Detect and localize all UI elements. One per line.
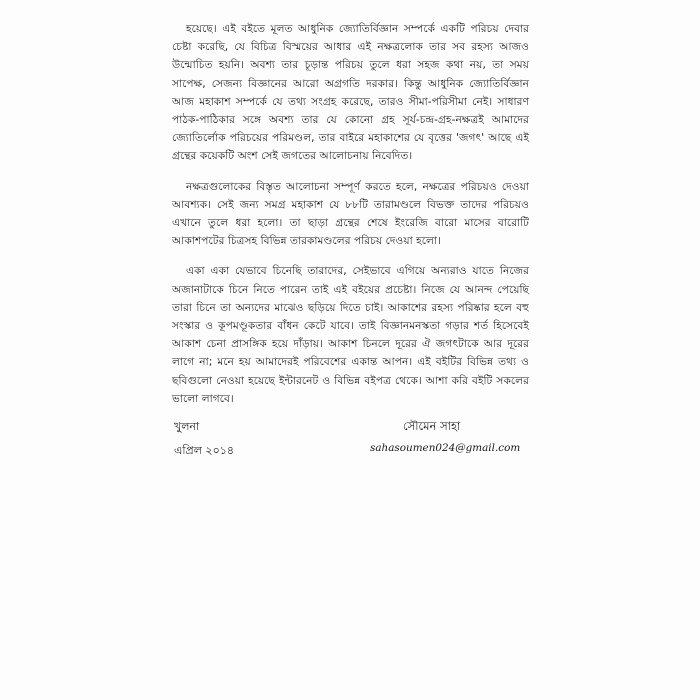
paragraph-3: একা একা যেভাবে চিনেছি তারাদের, সেইভাবে এগিয়ে অন্যরাও যাতে নিজের অজানাটাকে চিনে নিতে পারেন তাই এই বইয়ের প্রচেষ্টা। নিজে যে আনন্দ পেয়েছি তারা চিনে তা অন্যদের মাঝেও ছড়িয়ে দিতে চাই। আকাশের রহস্য পরিষ্কার হলে বহু সংস্কার ও কূপমণ্ডূকতার বাঁধন কেটে যাবে। তাই বিজ্ঞানমনস্কতা গড়ার শর্ত হিসেবেই আকাশ চেনা প্রাসঙ্গিক হয়ে দাঁড়ায়। আকাশ চিনলে দূরের ঐ জগৎটাকে আর দূরের লাগে না; মনে হয় আমাদেরই পরিবেশের একান্ত আপন। এই বইটির বিভিন্ন তথ্য ও ছবিগুলো নেওয়া হয়েছে ইন্টারনেট ও বিভিন্ন বইপত্র থেকে। আশা করি বইটি সকলের ভালো লাগবে। [172,265,529,405]
body-text [172,20,529,420]
paragraph-2: নক্ষত্রগুলোকের বিস্তৃত আলোচনা সম্পূর্ণ করতে হলে, নক্ষত্রের পরিচয়ও দেওয়া আবশ্যক। সেই জন্য সমগ্র মহাকাশ যে ৮৮টি তারামণ্ডলে বিভক্ত তাদের পরিচয়ও এখানে তুলে ধরা হলো। তা ছাড়া গ্রন্থের শেষে ইংরেজি বারো মাসের বারোটি আকাশপটের চিত্রসহ বিভিন্ন তারকামণ্ডলের পরিচয় দেওয়া হলো। [172,180,529,248]
signature-place: খুলনা [174,420,200,433]
paragraph-1: হয়েছে। এই বইতে মূলত আধুনিক জ্যোতির্বিজ্ঞান সম্পর্কে একটি পরিচয় দেবার চেষ্টা করেছি, যে বিচিত্র বিস্ময়ের আধার এই নক্ষত্রলোক তার সব রহস্য আজও উন্মোচিত হয়নি। অবশ্য তার চূড়ান্ত পরিচয় তুলে ধরা সহজ কথা নয়, তা সময় সাপেক্ষ, সেজন্য বিজ্ঞানের আরো অগ্রগতি দরকার। কিন্তু আধুনিক জ্যোতির্বিজ্ঞান আজ মহাকাশ সম্পর্কে যে তথ্য সংগ্রহ করেছে, তারও সীমা-পরিসীমা নেই। সাধারণ পাঠক-পাঠিকার সঙ্গে অবশ্য তার যে কোনো গ্রহ সূর্য-চন্দ্র-গ্রহ-নক্ষত্রই আমাদের জ্যোতির্লোক পরিচয়ের পরিমণ্ডল, তার বাইরে মহাকাশের যে বৃত্তের 'জগৎ' আছে এই গ্রন্থের কয়েকটি অংশ সেই জগতের আলোচনায় নিবেদিত। [172,23,529,163]
author-name: সৌমেন সাহা [403,419,461,433]
author-email: sahasoumen024@gmail.com [370,442,521,454]
signature-date: এপ্রিল ২০১৪ [174,444,234,457]
